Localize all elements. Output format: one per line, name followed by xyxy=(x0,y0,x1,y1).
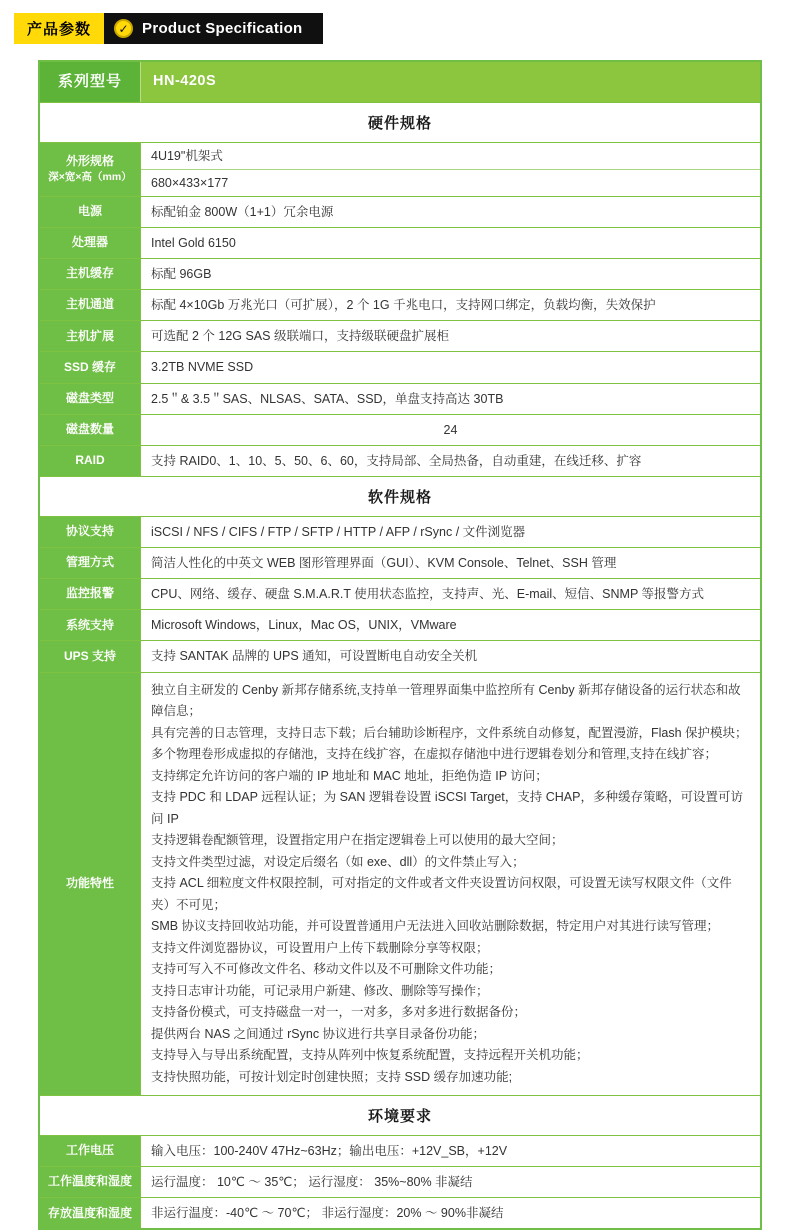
row-label: RAID xyxy=(40,446,140,476)
row-value xyxy=(140,673,760,1096)
spec-row xyxy=(40,609,760,640)
row-value: 24 xyxy=(140,415,760,445)
check-badge-icon: ✓ xyxy=(114,19,133,38)
spec-row xyxy=(40,1135,760,1166)
row-label: 功能特性 xyxy=(40,673,140,1096)
row-value: 输入电压：100-240V 47Hz~63Hz；输出电压：+12V_SB，+12V xyxy=(140,1136,760,1166)
row-value-line: 支持导入与导出系统配置，支持从阵列中恢复系统配置，支持远程开关机功能； xyxy=(151,1048,589,1062)
row-label: 管理方式 xyxy=(40,548,140,578)
spec-row xyxy=(40,578,760,609)
row-label xyxy=(40,143,140,196)
spec-row xyxy=(40,414,760,445)
header-en-title: Product Specification xyxy=(142,20,303,37)
row-value-line: 支持 PDC 和 LDAP 远程认证；为 SAN 逻辑卷设置 iSCSI Target，支持 CHAP，多种缓存策略，可设置可访问 IP xyxy=(151,790,743,826)
row-label-text: 外形规格 xyxy=(65,153,114,168)
row-label: 电源 xyxy=(40,197,140,227)
row-label: 工作电压 xyxy=(40,1136,140,1166)
row-value: 标配 4×10Gb 万兆光口（可扩展），2 个 1G 千兆电口，支持网口绑定，负载均衡，失效保护 xyxy=(140,290,760,320)
product-spec-table xyxy=(38,60,762,1230)
section-title: 硬件规格 xyxy=(40,102,760,142)
row-value: 3.2TB NVME SSD xyxy=(140,352,760,382)
spec-row xyxy=(40,142,760,196)
section-title: 软件规格 xyxy=(40,476,760,516)
row-label: 主机通道 xyxy=(40,290,140,320)
row-value-line: 具有完善的日志管理，支持日志下载；后台辅助诊断程序，文件系统自动修复，配置漫游，Flash 保护模块； xyxy=(151,725,748,740)
row-label: 主机缓存 xyxy=(40,259,140,289)
spec-row xyxy=(40,445,760,476)
row-label: 存放温度和湿度 xyxy=(40,1198,140,1228)
spec-row xyxy=(40,516,760,547)
spec-row xyxy=(40,1166,760,1197)
section-title: 环境要求 xyxy=(40,1095,760,1135)
header-zh-title: 产品参数 xyxy=(14,13,104,44)
spec-row xyxy=(40,640,760,671)
spec-row xyxy=(40,672,760,1096)
row-value: 可选配 2 个 12G SAS 级联端口，支持级联硬盘扩展柜 xyxy=(140,321,760,351)
row-label: 系统支持 xyxy=(40,610,140,640)
spec-row xyxy=(40,258,760,289)
spec-row xyxy=(40,320,760,351)
row-value-line: 支持快照功能，可按计划定时创建快照；支持 SSD 缓存加速功能; xyxy=(151,1069,513,1084)
row-value-line: 支持文件浏览器协议，可设置用户上传下载删除分享等权限； xyxy=(151,940,489,955)
row-value-line: 4U19"机架式 xyxy=(151,148,223,163)
row-value-line: 支持绑定允许访问的客户端的 IP 地址和 MAC 地址，拒绝伪造 IP 访问； xyxy=(151,768,548,783)
row-label: 工作温度和湿度 xyxy=(40,1167,140,1197)
row-value-line: 支持文件类型过滤，对设定后缀名（如 exe、dll）的文件禁止写入； xyxy=(151,854,525,869)
row-value-line: 多个物理卷形成虚拟的存储池，支持在线扩容，在虚拟存储池中进行逻辑卷划分和管理,支持在线扩容； xyxy=(151,747,717,761)
row-value: iSCSI / NFS / CIFS / FTP / SFTP / HTTP / AFP / rSync / 文件浏览器 xyxy=(140,517,760,547)
row-value-line: 支持备份模式，可支持磁盘一对一，一对多，多对多进行数据备份； xyxy=(151,1005,527,1019)
row-label: 处理器 xyxy=(40,228,140,258)
row-value: Microsoft Windows，Linux，Mac OS，UNIX，VMware xyxy=(140,610,760,640)
row-value-line: 独立自主研发的 Cenby 新邦存储系统,支持单一管理界面集中监控所有 Cenby 新邦存储设备的运行状态和故障信息； xyxy=(151,682,741,718)
row-value: 2.5＂& 3.5＂SAS、NLSAS、SATA、SSD，单盘支持高达 30TB xyxy=(140,384,760,414)
row-label: 磁盘数量 xyxy=(40,415,140,445)
row-label-subtext: 深×宽×高（mm） xyxy=(48,171,132,184)
spec-row xyxy=(40,547,760,578)
row-label: SSD 缓存 xyxy=(40,352,140,382)
row-value: 支持 RAID0、1、10、5、50、6、60，支持局部、全局热备，自动重建，在线迁移、扩容 xyxy=(140,446,760,476)
row-value-line: 支持 ACL 细粒度文件权限控制，可对指定的文件或者文件夹设置访问权限，可设置无读写权限文件（文件夹）不可见； xyxy=(151,876,732,912)
row-value: Intel Gold 6150 xyxy=(140,228,760,258)
row-value-line: 680×433×177 xyxy=(141,169,760,196)
row-value: 运行温度： 10℃ ～ 35℃； 运行湿度： 35%~80% 非凝结 xyxy=(140,1167,760,1197)
row-value-line: 提供两台 NAS 之间通过 rSync 协议进行共享目录备份功能； xyxy=(151,1026,486,1041)
row-label: 磁盘类型 xyxy=(40,384,140,414)
row-label: 主机扩展 xyxy=(40,321,140,351)
model-value: HN-420S xyxy=(140,62,760,102)
spec-row xyxy=(40,196,760,227)
row-value-line: 支持日志审计功能，可记录用户新建、修改、删除等写操作； xyxy=(151,983,489,998)
row-value: 支持 SANTAK 品牌的 UPS 通知，可设置断电自动安全关机 xyxy=(140,641,760,671)
row-value: CPU、网络、缓存、硬盘 S.M.A.R.T 使用状态监控，支持声、光、E-mail、短信、SNMP 等报警方式 xyxy=(140,579,760,609)
spec-row xyxy=(40,351,760,382)
row-value xyxy=(140,143,760,196)
row-value: 简洁人性化的中英文 WEB 图形管理界面（GUI）、KVM Console、Telnet、SSH 管理 xyxy=(140,548,760,578)
row-value-line: SMB 协议支持回收站功能，并可设置普通用户无法进入回收站删除数据，特定用户对其进行读写管理； xyxy=(151,919,720,933)
spec-row xyxy=(40,383,760,414)
model-row xyxy=(40,62,760,102)
spec-row xyxy=(40,227,760,258)
row-value: 非运行温度：-40℃ ～ 70℃； 非运行湿度：20% ～ 90%非凝结 xyxy=(140,1198,760,1228)
row-label: UPS 支持 xyxy=(40,641,140,671)
spec-row xyxy=(40,289,760,320)
spec-row xyxy=(40,1197,760,1228)
header-bar xyxy=(14,13,323,44)
row-value-line: 支持逻辑卷配额管理，设置指定用户在指定逻辑卷上可以使用的最大空间； xyxy=(151,833,564,847)
row-label: 监控报警 xyxy=(40,579,140,609)
row-value: 标配 96GB xyxy=(140,259,760,289)
model-label: 系列型号 xyxy=(40,62,140,102)
row-value-line: 支持可写入不可修改文件名、移动文件以及不可删除文件功能； xyxy=(151,962,502,976)
row-value: 标配铂金 800W（1+1）冗余电源 xyxy=(140,197,760,227)
row-label: 协议支持 xyxy=(40,517,140,547)
